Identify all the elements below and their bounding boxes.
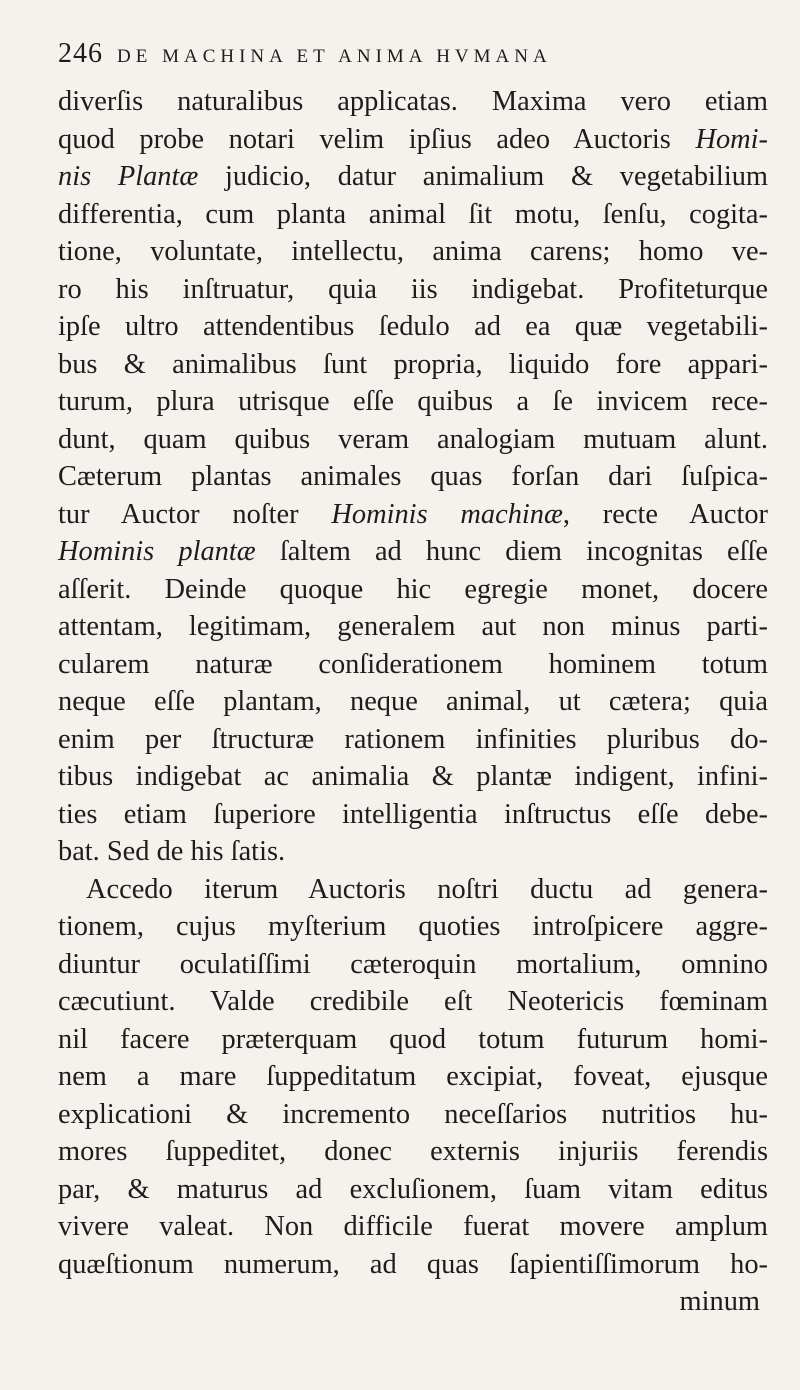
text-segment: quæſtionum numerum, ad quas ſapientiſſimorum ho- — [58, 1248, 768, 1280]
text-line — [58, 496, 768, 534]
text-segment: tione, voluntate, intellectu, anima carens; homo ve- — [58, 236, 768, 267]
text-segment: Cæterum plantas animales quas forſan dari ſuſpica- — [58, 461, 768, 492]
text-line — [58, 121, 768, 159]
text-line — [58, 346, 768, 384]
text-line — [58, 233, 768, 271]
text-segment: enim per ſtructuræ rationem infinities pluribus do- — [58, 723, 768, 755]
text-segment: bus & animalibus ſunt propria, liquido fore appari- — [58, 348, 768, 380]
text-segment: tibus indigebat ac animalia & plantæ indigent, infini- — [58, 761, 768, 792]
text-line — [58, 608, 768, 646]
text-segment: ties etiam ſuperiore intelligentia inſtructus eſſe debe- — [58, 798, 768, 830]
text-segment: ſaltem ad hunc diem incognitas eſſe — [255, 536, 768, 567]
text-line — [58, 1171, 768, 1209]
page-header — [58, 38, 758, 72]
text-segment: nem a mare ſuppeditatum excipiat, foveat, ejusque — [58, 1061, 768, 1092]
text-segment: aſſerit. Deinde quoque hic egregie monet, docere — [58, 573, 768, 605]
text-line — [58, 908, 768, 946]
text-segment: par, & maturus ad excluſionem, ſuam vitam editus — [58, 1173, 768, 1205]
text-line — [58, 758, 768, 796]
text-segment: bat. Sed de his ſatis. — [58, 836, 286, 867]
text-line — [58, 721, 768, 759]
text-line — [58, 158, 768, 196]
text-line — [58, 946, 768, 984]
text-segment: Accedo iterum Auctoris noſtri ductu ad genera- — [86, 873, 768, 905]
catchword — [58, 1283, 768, 1321]
text-line — [58, 383, 768, 421]
italic-text-segment: Hominis plantæ — [58, 536, 256, 567]
page-number: 246 — [58, 38, 103, 69]
text-line — [58, 796, 768, 834]
text-segment: dunt, quam quibus veram analogiam mutuam alunt. — [58, 423, 768, 455]
text-segment: diverſis naturalibus applicatas. Maxima vero etiam — [58, 86, 768, 117]
italic-text-segment: nis Plantæ — [58, 161, 199, 192]
text-line — [58, 1208, 768, 1246]
text-segment: neque eſſe plantam, neque animal, ut cætera; quia — [58, 686, 768, 717]
text-line — [58, 683, 768, 721]
text-segment: attentam, legitimam, generalem aut non minus parti- — [58, 611, 768, 642]
text-segment: explicationi & incremento neceſſarios nutritios hu- — [58, 1098, 768, 1130]
text-segment: cæcutiunt. Valde credibile eſt Neotericis fœminam — [58, 986, 768, 1017]
text-segment: differentia, cum planta animal ſit motu, ſenſu, cogita- — [58, 198, 768, 230]
body-text — [58, 83, 768, 1321]
text-segment: diuntur oculatiſſimi cæteroquin mortalium, omnino — [58, 948, 768, 980]
text-segment: judicio, datur animalium & vegetabilium — [198, 161, 768, 192]
text-line — [58, 1133, 768, 1171]
text-segment: quod probe notari velim ipſius adeo Auctoris — [58, 123, 696, 155]
text-line — [58, 646, 768, 684]
text-line — [58, 458, 768, 496]
italic-text-segment: Homi- — [695, 123, 768, 155]
text-segment: , recte Auctor — [562, 498, 768, 530]
text-line — [58, 421, 768, 459]
text-line — [58, 1021, 768, 1059]
text-line — [58, 308, 768, 346]
text-line — [58, 1096, 768, 1134]
text-segment: ipſe ultro attendentibus ſedulo ad ea quæ vegetabili- — [58, 311, 768, 342]
text-line — [58, 983, 768, 1021]
italic-text-segment: Hominis machinæ — [331, 498, 563, 530]
running-head: DE MACHINA ET ANIMA HVMANA — [117, 46, 552, 67]
text-segment: mores ſuppeditet, donec externis injuriis ferendis — [58, 1136, 768, 1167]
text-segment: tur Auctor noſter — [58, 498, 332, 530]
text-line — [58, 83, 768, 121]
text-line — [58, 271, 768, 309]
text-segment: vivere valeat. Non difficile fuerat movere amplum — [58, 1211, 768, 1242]
text-line — [58, 1058, 768, 1096]
text-segment: nil facere præterquam quod totum futurum homi- — [58, 1023, 768, 1055]
text-line — [58, 571, 768, 609]
text-segment: turum, plura utrisque eſſe quibus a ſe invicem rece- — [58, 386, 768, 417]
text-line — [58, 196, 768, 234]
text-line — [58, 1246, 768, 1284]
text-segment: ro his inſtruatur, quia iis indigebat. Profiteturque — [58, 273, 768, 305]
text-line — [58, 871, 768, 909]
text-line — [58, 533, 768, 571]
text-segment: cularem naturæ conſiderationem hominem totum — [58, 648, 768, 680]
text-line — [58, 833, 768, 871]
text-segment: minum — [679, 1286, 760, 1317]
text-segment: tionem, cujus myſterium quoties introſpicere aggre- — [58, 911, 768, 942]
